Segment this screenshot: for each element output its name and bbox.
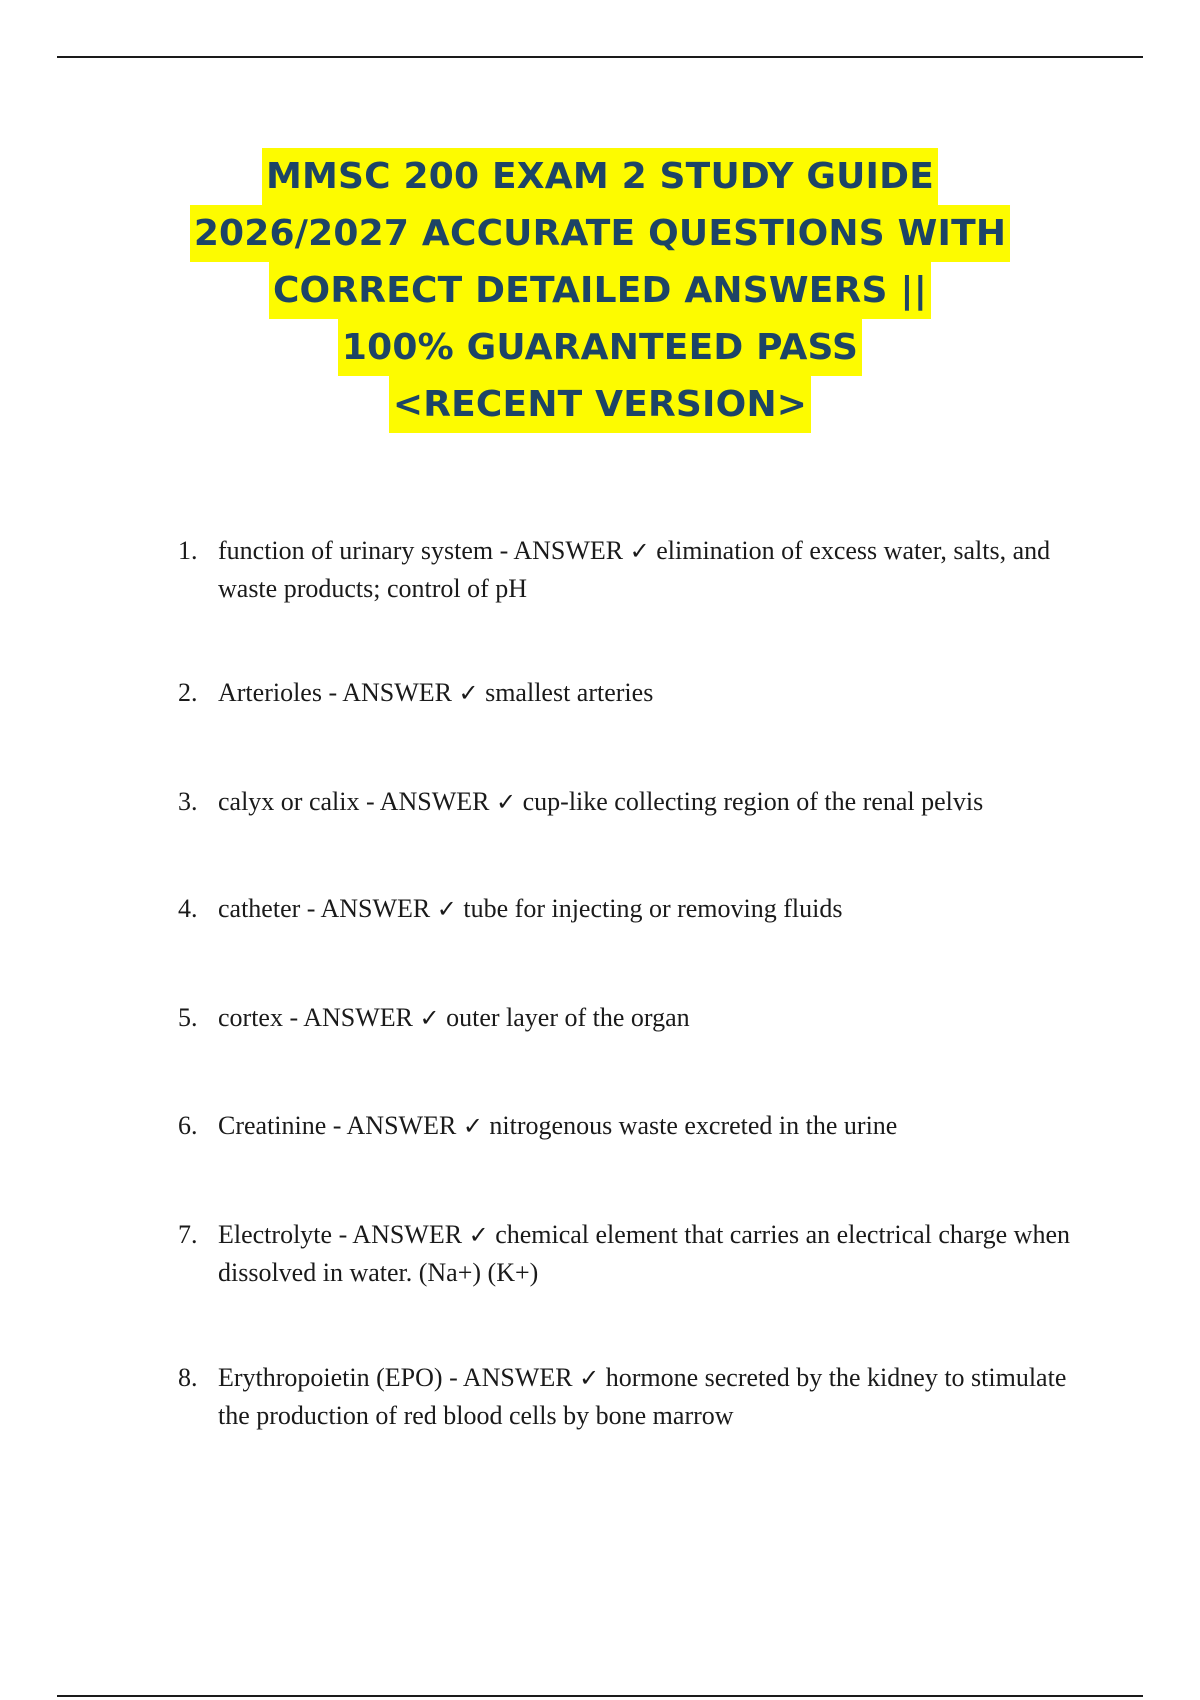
item-term: catheter [218,894,301,923]
list-item: 2. Arterioles - ANSWER ✓ smallest arteries [178,674,1098,712]
item-answer: cup-like collecting region of the renal pelvis [522,787,984,816]
item-term: calyx or calix [218,787,360,816]
check-icon: ✓ [458,679,479,707]
item-number: 5. [178,1003,198,1032]
item-answer: tube for injecting or removing fluids [463,894,843,923]
title-line-2: 2026/2027 ACCURATE QUESTIONS WITH [190,205,1010,262]
document-title [100,148,1100,433]
list-item: 6. Creatinine - ANSWER ✓ nitrogenous waste excreted in the urine [178,1107,1098,1145]
item-answer: nitrogenous waste excreted in the urine [489,1111,898,1140]
answer-label: ANSWER [352,1220,463,1249]
check-icon: ✓ [419,1004,440,1032]
item-number: 6. [178,1111,198,1140]
answer-label: ANSWER [320,894,431,923]
list-item: 3. calyx or calix - ANSWER ✓ cup-like collecting region of the renal pelvis [178,783,1098,821]
check-icon: ✓ [496,788,517,816]
list-item: 5. cortex - ANSWER ✓ outer layer of the organ [178,999,1098,1037]
item-answer: hormone secreted by the kidney to stimulate the production of red blood cells by bone marrow [218,1363,1067,1430]
item-number: 2. [178,678,198,707]
answer-label: ANSWER [513,536,624,565]
top-rule [57,56,1143,58]
item-term: Erythropoietin (EPO) [218,1363,443,1392]
title-line-5: <RECENT VERSION> [389,376,811,433]
title-line-3: CORRECT DETAILED ANSWERS || [269,262,931,319]
list-item: 4. catheter - ANSWER ✓ tube for injecting or removing fluids [178,890,1098,928]
check-icon: ✓ [468,1221,489,1249]
list-item: 7. Electrolyte - ANSWER ✓ chemical element that carries an electrical charge when dissolved in water. (Na+) (K+) [178,1216,1098,1291]
item-number: 8. [178,1363,198,1392]
item-term: cortex [218,1003,283,1032]
answer-label: ANSWER [346,1111,457,1140]
list-item: 8. Erythropoietin (EPO) - ANSWER ✓ hormone secreted by the kidney to stimulate the production of red blood cells by bone marrow [178,1359,1098,1434]
item-term: Electrolyte [218,1220,333,1249]
title-line-4: 100% GUARANTEED PASS [338,319,862,376]
answer-label: ANSWER [379,787,490,816]
item-term: function of urinary system [218,536,494,565]
check-icon: ✓ [462,1112,483,1140]
item-answer: smallest arteries [485,678,654,707]
answer-label: ANSWER [462,1363,573,1392]
bottom-rule [57,1695,1143,1697]
title-line-1: MMSC 200 EXAM 2 STUDY GUIDE [262,148,938,205]
item-number: 1. [178,536,198,565]
answer-label: ANSWER [342,678,452,707]
check-icon: ✓ [579,1364,600,1392]
item-answer: elimination of excess water, salts, and waste products; control of pH [218,536,1051,603]
item-number: 4. [178,894,198,923]
item-number: 3. [178,787,198,816]
item-answer: chemical element that carries an electrical charge when dissolved in water. (Na+) (K+) [218,1220,1070,1287]
check-icon: ✓ [629,537,650,565]
answer-label: ANSWER [303,1003,413,1032]
item-term: Arterioles [218,678,322,707]
list-item: 1. function of urinary system - ANSWER ✓ elimination of excess water, salts, and waste products; control of pH [178,532,1098,607]
item-term: Creatinine [218,1111,327,1140]
item-number: 7. [178,1220,198,1249]
item-answer: outer layer of the organ [446,1003,690,1032]
check-icon: ✓ [436,895,457,923]
